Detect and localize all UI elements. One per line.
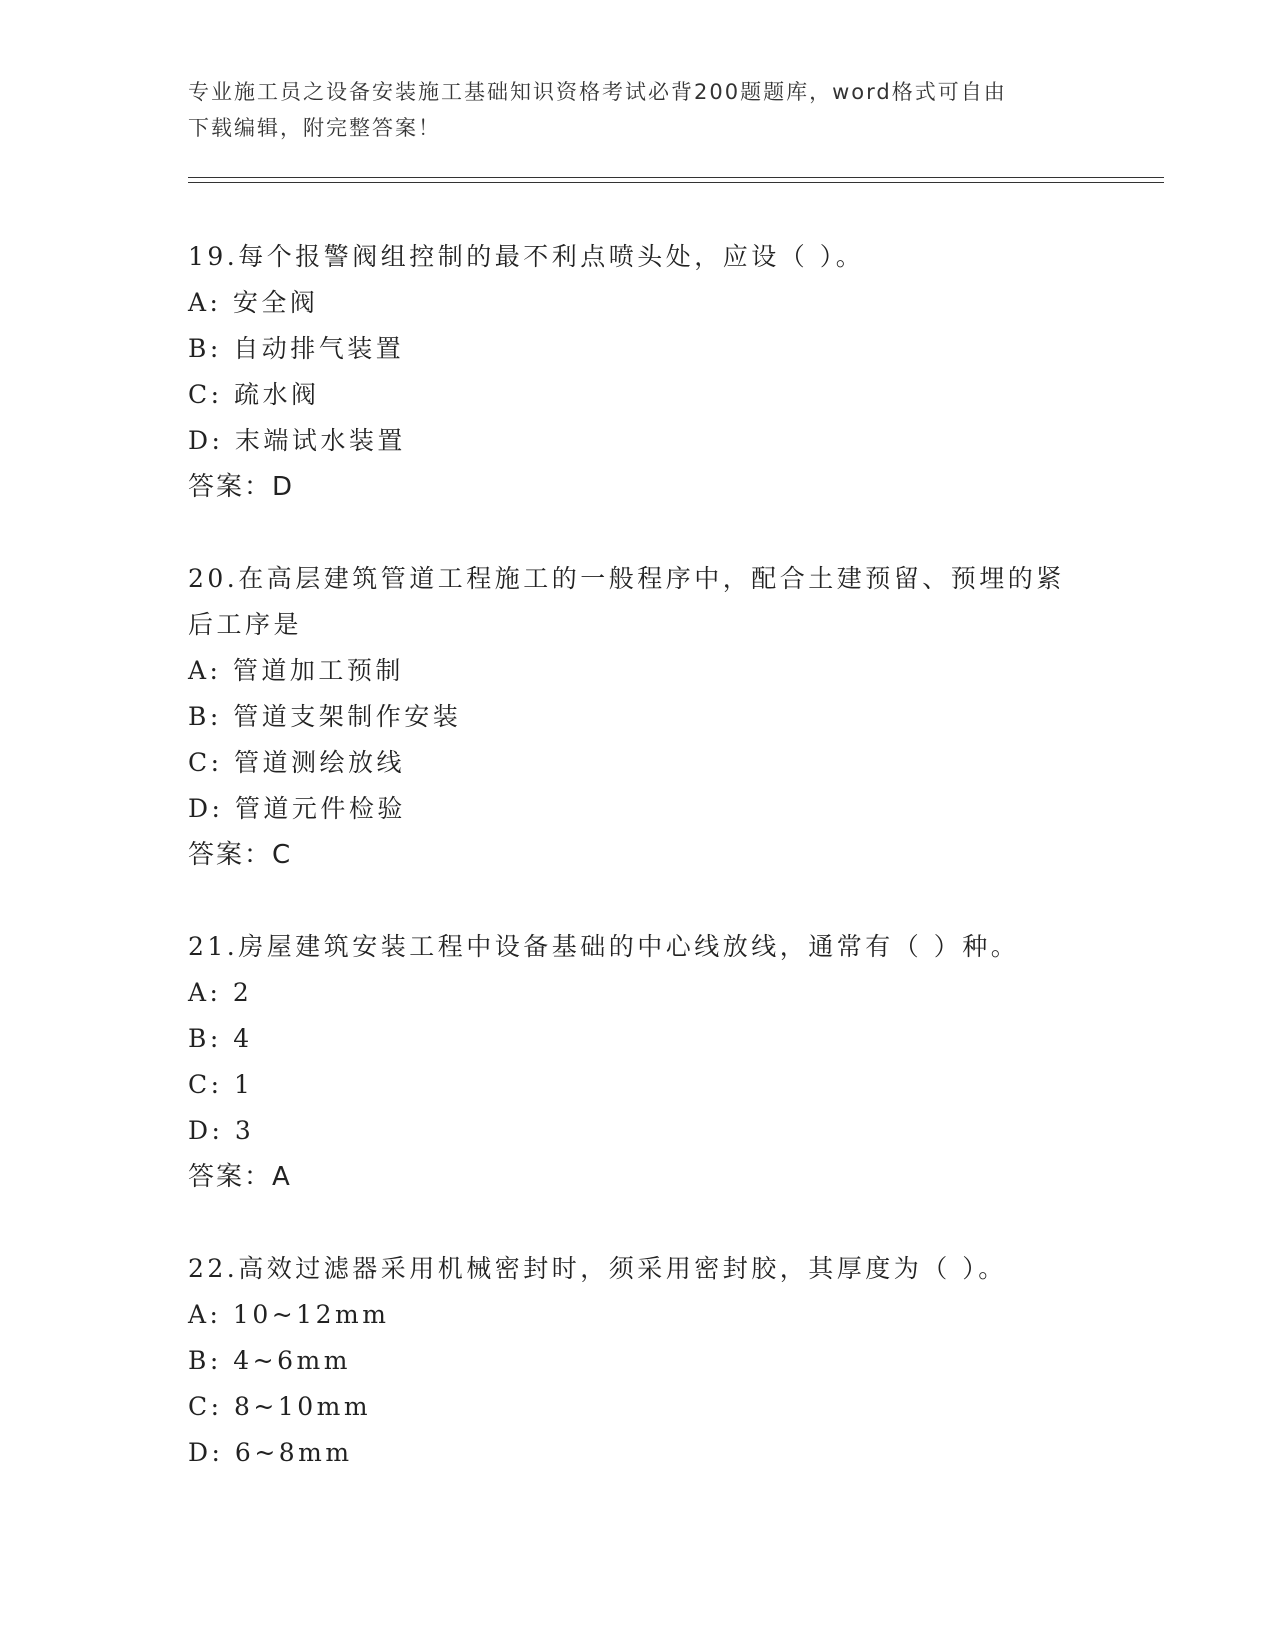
option-d: D: 末端试水装置 — [188, 426, 406, 455]
question-19 — [188, 234, 1088, 510]
option-c: C: 管道测绘放线 — [188, 748, 405, 777]
option-b: B: 自动排气装置 — [188, 334, 405, 363]
header-divider-bottom — [188, 182, 1164, 183]
header-title-line-2: 下载编辑，附完整答案！ — [188, 116, 441, 140]
answer: 答案：C — [188, 840, 293, 870]
answer: 答案：A — [188, 1162, 292, 1192]
option-b: B: 4~6mm — [188, 1346, 351, 1375]
option-b: B: 4 — [188, 1024, 253, 1053]
header-divider-top — [188, 177, 1164, 178]
question-list — [188, 234, 1088, 1522]
option-a: A: 10~12mm — [188, 1300, 390, 1329]
question-text: 19.每个报警阀组控制的最不利点喷头处，应设（ ）。 — [188, 242, 865, 271]
option-a: A: 安全阀 — [188, 288, 319, 317]
option-a: A: 管道加工预制 — [188, 656, 404, 685]
option-c: C: 1 — [188, 1070, 254, 1099]
option-b: B: 管道支架制作安装 — [188, 702, 462, 731]
option-c: C: 8~10mm — [188, 1392, 372, 1421]
option-c: C: 疏水阀 — [188, 380, 320, 409]
question-21 — [188, 924, 1088, 1200]
question-text: 21.房屋建筑安装工程中设备基础的中心线放线，通常有（ ）种。 — [188, 932, 1020, 961]
option-d: D: 3 — [188, 1116, 255, 1145]
option-d: D: 6~8mm — [188, 1438, 353, 1467]
option-a: A: 2 — [188, 978, 253, 1007]
question-20 — [188, 556, 1088, 878]
question-text: 22.高效过滤器采用机械密封时，须采用密封胶，其厚度为（ ）。 — [188, 1254, 1007, 1283]
option-d: D: 管道元件检验 — [188, 794, 406, 823]
header-title-line-1: 专业施工员之设备安装施工基础知识资格考试必背200题题库，word格式可自由 — [188, 80, 1007, 104]
question-22 — [188, 1246, 1088, 1476]
document-header — [188, 74, 1068, 146]
question-text: 20.在高层建筑管道工程施工的一般程序中，配合土建预留、预埋的紧后工序是 — [188, 564, 1065, 639]
answer: 答案：D — [188, 472, 295, 502]
